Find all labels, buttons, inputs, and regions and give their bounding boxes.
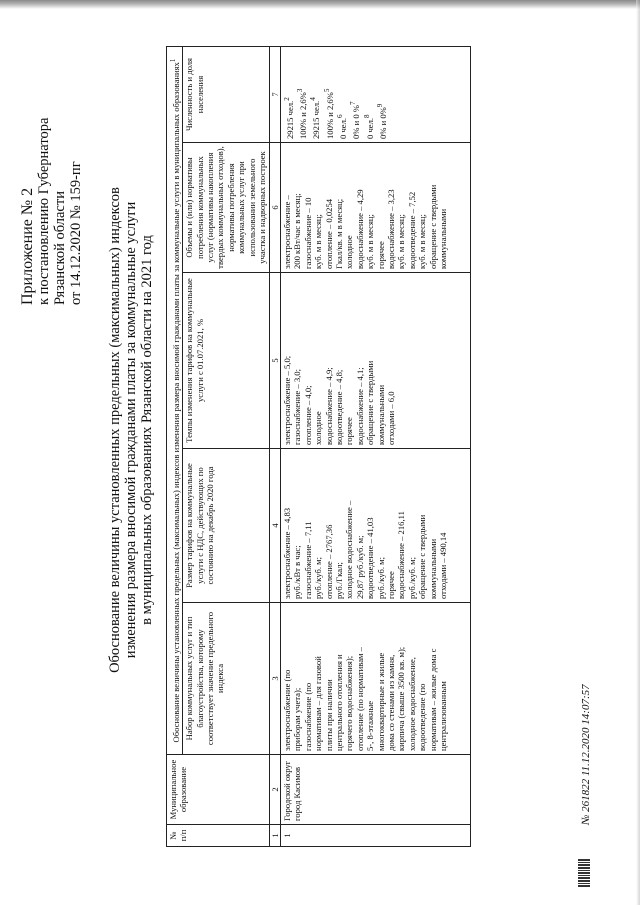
population-line	[308, 50, 321, 139]
title-line-3: в муниципальных образованиях Рязанской области на 2021 год	[139, 235, 155, 625]
cell-line: 5-, 8-этажные	[365, 700, 376, 751]
column-number: 2	[269, 755, 280, 825]
cell-line: центрального отопления и	[333, 654, 344, 751]
cell-line: руб./кВт в час;	[292, 545, 303, 599]
cell-line: куб. м в месяц;	[313, 214, 324, 269]
header-col-services: Набор коммунальных услуг и тип благоустройства, которому соответствует значение предельного индекса	[183, 603, 269, 755]
table-row	[280, 47, 470, 847]
cell-line: руб./куб. м;	[406, 556, 417, 599]
cell-line: холодное водоснабжение –	[344, 500, 355, 599]
cell-line: централизованным	[438, 681, 449, 751]
barcode-stamp	[578, 847, 600, 887]
cell-line: коммунальными	[375, 384, 386, 445]
cell-line: водоотведение – 7,52	[406, 191, 417, 269]
population-footnote: 9	[375, 103, 384, 108]
cell-line: горячее	[375, 241, 386, 269]
cell-line: кирпича (свыше 3500 кв. м);	[396, 646, 407, 751]
cell-line: коммунальными	[438, 208, 449, 269]
cell-line: 29,87 руб./куб. м;	[354, 535, 365, 599]
cell-line: электроснабжение (по	[281, 669, 292, 751]
header-group-footnote: 1	[169, 58, 177, 63]
cell-line: водоснабжение – 216,11	[396, 511, 407, 599]
cell-line: коммунальными	[427, 538, 438, 599]
header-col-municipality: Муниципальное образование	[167, 755, 270, 825]
column-number: 5	[269, 273, 280, 449]
cell-line: куб. м в месяц;	[417, 214, 428, 269]
cell-line: обращение с твердыми	[417, 514, 428, 599]
population-value: 0% и 0 %	[351, 105, 362, 139]
cell-line: водоотведение – 4,8;	[333, 369, 344, 445]
population-line	[362, 50, 375, 139]
appendix-region-line: Рязанской области	[52, 191, 68, 305]
cell-line: приборам учета);	[292, 687, 303, 751]
appendix-ref-line: к постановлению Губернатора	[36, 117, 52, 305]
population-value: 29215 чел.	[284, 100, 295, 139]
appendix-header	[20, 15, 84, 305]
cell-line: водоснабжение – 4,29	[354, 189, 365, 269]
population-line	[348, 50, 361, 139]
population-value: 29215 чел.	[311, 100, 322, 139]
cell-line: руб./куб. м;	[313, 556, 324, 599]
population-line	[282, 50, 295, 139]
column-number: 7	[269, 47, 280, 143]
population-footnote: 6	[335, 114, 344, 118]
cell-line: газоснабжение (по	[302, 682, 313, 751]
cell-line: отопление – 0,0254	[323, 198, 334, 269]
cell-line: холодное	[313, 411, 324, 445]
cell-line: руб./Гкал;	[333, 562, 344, 599]
cell-line: отходами – 6,0	[385, 391, 396, 445]
population-footnote: 5	[322, 88, 331, 93]
header-col-population: Численность и доля населения	[183, 47, 269, 143]
population-footnote: 3	[296, 88, 305, 93]
column-number-row	[269, 47, 280, 847]
population-value: 0 чел.	[364, 117, 375, 139]
cell-line: электроснабжение –	[281, 195, 292, 269]
cell-line: куб. м в месяц;	[365, 214, 376, 269]
cell-line: газоснабжение – 7,11	[302, 521, 313, 599]
justification-table	[166, 46, 471, 847]
header-col-tariffs: Размер тарифов на коммунальные услуги с НДС, действующих по состоянию на декабрь 2020 года	[183, 449, 269, 603]
cell-line: газоснабжение – 10	[302, 197, 313, 269]
document-title	[107, 45, 155, 815]
table-header-row-1	[167, 47, 183, 847]
population-footnote: 8	[362, 114, 371, 118]
header-col-num: № п/п	[167, 825, 270, 847]
row-number: 1	[280, 825, 470, 847]
cell-line: электроснабжение – 4,83	[281, 507, 292, 599]
cell-line: 200 кВт/час в месяц;	[292, 193, 303, 269]
table-header-row-2	[183, 47, 269, 847]
cell-line: холодное	[344, 235, 355, 269]
cell-line: отопление – 2767,36	[323, 524, 334, 599]
appendix-date-line: от 14.12.2020 № 159-пг	[68, 161, 84, 305]
row-rates	[280, 273, 470, 449]
cell-line: электроснабжение – 5,0;	[281, 355, 292, 445]
header-group-text: Обоснование величины установленных предельных (максимальных) индексов изменения размера вносимой гражданами платы за коммунальные услуги в муниципальных образованиях	[170, 62, 181, 743]
column-number: 6	[269, 143, 280, 273]
cell-line: отходами – 490,14	[438, 532, 449, 599]
cell-line: обращение с твердыми	[365, 360, 376, 445]
column-number: 1	[269, 825, 280, 847]
cell-line: руб./куб. м;	[375, 556, 386, 599]
row-municipality: Городской округ город Касимов	[280, 755, 470, 825]
row-tariffs	[280, 449, 470, 603]
population-footnote: 4	[309, 97, 318, 101]
cell-line: горячее	[385, 571, 396, 599]
cell-line: отопление (по нормативам –	[354, 647, 365, 751]
header-group	[167, 47, 183, 755]
row-population	[280, 47, 470, 143]
header-col-volumes: Объемы и (или) нормативы потребления коммунальных услуг (нормативы накопления твердых коммунальных отходов), нормативы потребления коммунальных услуг при использовании земельного участка и надворных построек	[183, 143, 269, 273]
population-line	[295, 50, 308, 139]
column-number: 3	[269, 603, 280, 755]
cell-line: плиты при наличии	[323, 679, 334, 751]
cell-line: водоснабжение – 4,9;	[323, 367, 334, 445]
population-value: 100% и 2,6%	[324, 92, 335, 139]
cell-line: водоснабжение – 3,23	[385, 189, 396, 269]
cell-line: дома со стенами из камня,	[385, 654, 396, 751]
registration-footer: № 261822 11.12.2020 14:07:57	[580, 684, 592, 825]
cell-line: отопление – 4,0;	[302, 385, 313, 445]
row-services	[280, 603, 470, 755]
population-line	[335, 50, 348, 139]
cell-line: водоотведение (по	[417, 683, 428, 751]
population-line	[375, 50, 388, 139]
cell-line: холодное водоснабжение,	[406, 657, 417, 751]
header-col-rates: Темпы изменения тарифов на коммунальные услуги с 01.07.2021, %	[183, 273, 269, 449]
title-line-1: Обоснование величины установленных предельных (максимальных) индексов	[107, 187, 123, 673]
cell-line: Гкал/кв. м в месяц;	[333, 198, 344, 269]
population-value: 0 чел.	[337, 117, 348, 139]
population-value: 100% и 2,6%	[298, 92, 309, 139]
cell-line: многоквартирные и жилые	[375, 652, 386, 751]
population-footnote: 2	[282, 97, 291, 101]
cell-line: нормативам – жилые дома с	[427, 648, 438, 751]
title-line-2: изменения размера вносимой гражданами платы за коммунальные услуги	[123, 201, 139, 659]
population-value: 0% и 0%	[377, 107, 388, 139]
population-line	[322, 50, 335, 139]
cell-line: водоснабжение – 4,1;	[354, 367, 365, 445]
population-footnote: 7	[349, 101, 358, 106]
cell-line: газоснабжение – 3,0;	[292, 369, 303, 445]
appendix-number: Приложение № 2	[19, 187, 36, 305]
cell-line: обращение с твердыми	[427, 184, 438, 269]
row-volumes	[280, 143, 470, 273]
column-number: 4	[269, 449, 280, 603]
cell-line: горячего водоснабжения);	[344, 655, 355, 751]
cell-line: горячее	[344, 417, 355, 445]
cell-line: куб. м в месяц;	[396, 214, 407, 269]
cell-line: нормативам – для газовой	[313, 656, 324, 751]
barcode-icon	[578, 847, 590, 887]
cell-line: водоотведение – 41,03	[365, 517, 376, 599]
